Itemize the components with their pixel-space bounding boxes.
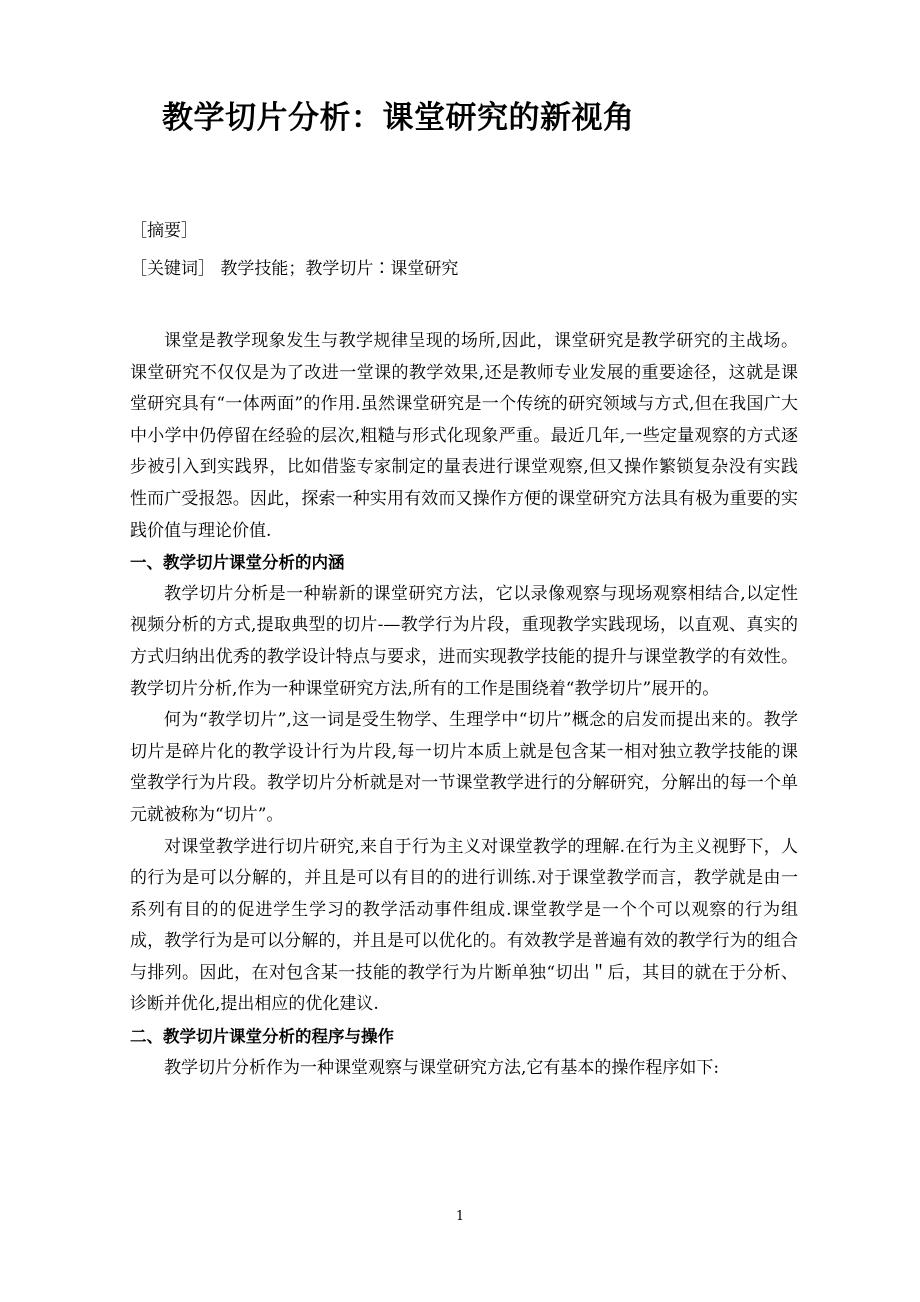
section1-paragraph: 何为“教学切片”,这一词是受生物学、生理学中“切片”概念的启发而提出来的。教学切片是碎片化的教学设计行为片段,每一切片本质上就是包含某一相对独立教学技能的课堂教学行为片段。教学切片分析就是对一节课堂教学进行的分解研究，分解出的每一个单元就被称为“切片”。 xyxy=(130,710,798,825)
keywords-label: ［关键词］ xyxy=(130,259,215,279)
intro-paragraph: 课堂是教学现象发生与教学规律呈现的场所,因此，课堂研究是教学研究的主战场。课堂研究不仅仅是为了改进一堂课的教学效果,还是教师专业发展的重要途径，这就是课堂研究具有“一体两面”的作用.虽然课堂研究是一个传统的研究领域与方式,但在我国广大中小学中仍停留在经验的层次,粗糙与形式化现象严重。最近几年,一些定量观察的方式逐步被引入到实践界，比如借鉴专家制定的量表进行课堂观察,但又操作繁锁复杂没有实践性而广受报怨。因此，探索一种实用有效而又操作方便的课堂研究方法具有极为重要的实践价值与理论价值. xyxy=(130,331,798,541)
keywords-line xyxy=(130,258,458,280)
document-body xyxy=(130,326,798,1084)
section2-paragraph: 教学切片分析作为一种课堂观察与课堂研究方法,它有基本的操作程序如下: xyxy=(164,1057,720,1078)
section-heading-1: 一、教学切片课堂分析的内涵 xyxy=(130,553,345,573)
section1-paragraph: 教学切片分析是一种崭新的课堂研究方法，它以录像观察与现场观察相结合,以定性视频分析的方式,提取典型的切片-—教学行为片段，重现教学实践现场，以直观、真实的方式归纳出优秀的教学设计特点与要求，进而实现教学技能的提升与课堂教学的有效性。教学切片分析,作为一种课堂研究方法,所有的工作是围绕着“教学切片”展开的。 xyxy=(130,583,798,699)
section-heading-2: 二、教学切片课堂分析的程序与操作 xyxy=(130,1027,394,1047)
keywords-text: 教学技能；教学切片∶课堂研究 xyxy=(215,259,459,279)
document-title: 教学切片分析：课堂研究的新视角 xyxy=(162,100,635,136)
page-number: 1 xyxy=(455,1209,465,1224)
section1-paragraph: 对课堂教学进行切片研究,来自于行为主义对课堂教学的理解.在行为主义视野下，人的行为是可以分解的，并且是可以有目的的进行训练.对于课堂教学而言，教学就是由一系列有目的的促进学生学习的教学活动事件组成.课堂教学是一个个可以观察的行为组成，教学行为是可以分解的，并且是可以优化的。有效教学是普遍有效的教学行为的组合与排列。因此，在对包含某一技能的教学行为片断单独“切出＂后，其目的就在于分析、诊断并优化,提出相应的优化建议. xyxy=(130,836,798,1015)
abstract-label: ［摘要］ xyxy=(130,221,198,241)
